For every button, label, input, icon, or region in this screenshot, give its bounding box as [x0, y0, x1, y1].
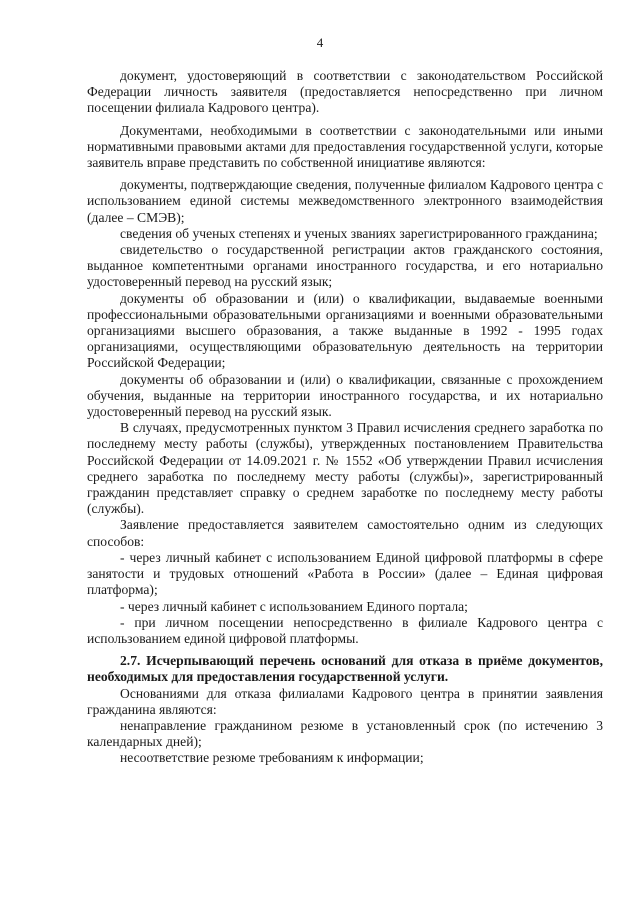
paragraph: Заявление предоставляется заявителем самостоятельно одним из следующих способов: — [87, 517, 603, 549]
paragraph: несоответствие резюме требованиям к информации; — [120, 750, 424, 766]
paragraph: документ, удостоверяющий в соответствии с законодательством Российской Федерации личность заявителя (предоставляется непосредственно при личном посещении филиала Кадрового центра). — [87, 68, 603, 116]
paragraph: документы об образовании и (или) о квалификации, выдаваемые военными профессиональными образовательными организациями и военными образовательными организациями высшего образования, а также выданные в 1992 - 1995 годах организациями, осуществляющими образовательную деятельность на территории Российской Федерации; — [87, 290, 603, 371]
list-item: - через личный кабинет с использованием Единой цифровой платформы в сфере занятости и трудовых отношений «Работа в России» (далее – Единая цифровая платформа); — [87, 549, 603, 598]
paragraph: документы об образовании и (или) о квалификации, связанные с прохождением обучения, выданные на территории иностранного государства, и их нотариально удостоверенный перевод на русский язык. — [87, 371, 603, 420]
section-heading: 2.7. Исчерпывающий перечень оснований для отказа в приёме документов, необходимых для предоставления государственной услуги. — [87, 653, 603, 685]
paragraph: ненаправление гражданином резюме в установленный срок (по истечению 3 календарных дней); — [87, 717, 603, 750]
paragraph: сведения об ученых степенях и ученых званиях зарегистрированного гражданина; — [120, 225, 598, 241]
paragraph: свидетельство о государственной регистрации актов гражданского состояния, выданное компетентными органами иностранного государства, и его нотариально удостоверенный перевод на русский язык; — [87, 242, 603, 290]
paragraph: документы, подтверждающие сведения, полученные филиалом Кадрового центра с использованием единой системы межведомственного электронного взаимодействия (далее – СМЭВ); — [87, 177, 603, 225]
paragraph: В случаях, предусмотренных пунктом 3 Правил исчисления среднего заработка по последнему месту работы (службы), утвержденных постановлением Правительства Российской Федерации от 14.09.2021 г. № 1552 «Об утверждении Правил исчисления среднего заработка по последнему месту работы (службы)», зарегистрированный гражданин представляет справку о среднем заработке по последнему месту работы (службы). — [87, 420, 603, 517]
paragraph: Документами, необходимыми в соответствии с законодательными или иными нормативными правовыми актами для предоставления государственной услуги, которые заявитель вправе представить по собственной инициативе являются: — [87, 122, 603, 171]
page-number: 4 — [316, 35, 324, 50]
paragraph: Основаниями для отказа филиалами Кадрового центра в принятии заявления гражданина являются: — [87, 685, 603, 717]
list-item: - через личный кабинет с использованием Единого портала; — [120, 598, 468, 614]
list-item: - при личном посещении непосредственно в филиале Кадрового центра с использованием единой цифровой платформы. — [87, 614, 603, 646]
document-body — [87, 68, 603, 767]
